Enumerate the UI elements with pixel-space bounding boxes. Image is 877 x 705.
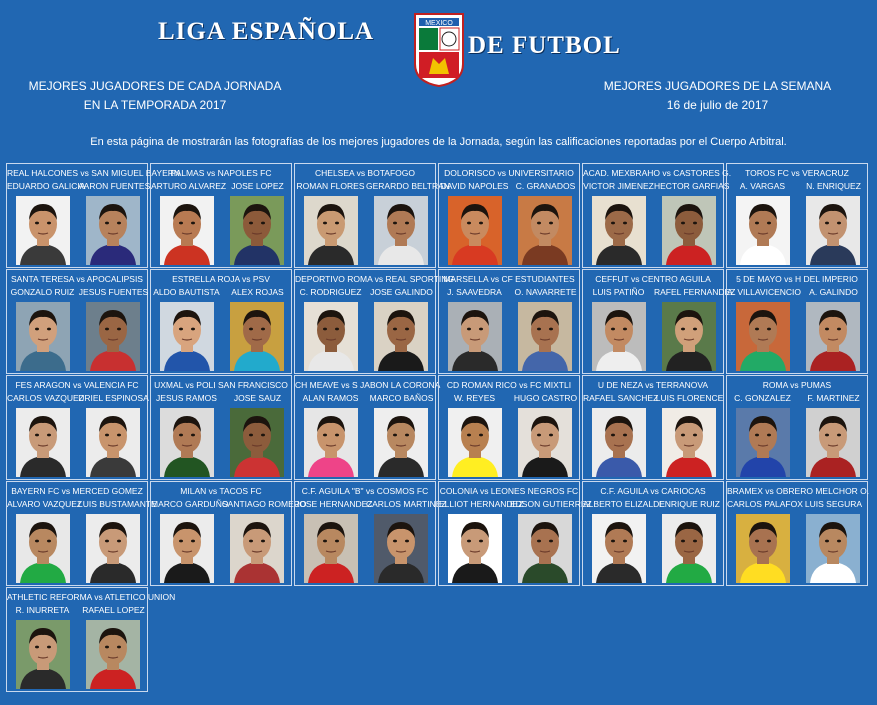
player-name-left: W. REYES: [453, 393, 496, 403]
player-photo-right: [662, 408, 716, 477]
match-title: UXMAL vs POLI SAN FRANCISCO: [154, 380, 288, 390]
match-cell: [6, 269, 148, 374]
match-cell: [726, 163, 868, 268]
player-name-right: F. MARTINEZ: [807, 393, 860, 403]
player-photo-right: [374, 196, 428, 265]
player-photo-left: [592, 408, 646, 477]
player-name-right: O. NAVARRETE: [514, 287, 577, 297]
match-title: DOLORISCO vs UNIVERSITARIO: [444, 168, 574, 178]
crest-text: MEXICO: [425, 20, 453, 27]
player-name-left: R. INURRETA: [15, 605, 70, 615]
player-photo-left: [160, 514, 214, 583]
match-cell: [582, 269, 736, 374]
subtitle-jornada-line1: MEJORES JUGADORES DE CADA JORNADA: [28, 79, 282, 93]
match-cell: [294, 269, 455, 374]
match-title: 5 DE MAYO vs H DEL IMPERIO: [736, 274, 858, 284]
player-photo-right: [518, 302, 572, 371]
player-photo-right: [806, 408, 860, 477]
player-name-left: JOSE HERNANDEZ: [295, 499, 373, 509]
player-photo-left: [736, 408, 790, 477]
match-cell: [582, 375, 724, 480]
match-cell: [294, 481, 447, 586]
player-name-left: DAVID NAPOLES: [440, 181, 509, 191]
match-title: CH MEAVE vs S JABON LA CORONA: [295, 380, 441, 390]
match-cell: [150, 375, 292, 480]
player-name-left: CARLOS VAZQUEZ: [7, 393, 84, 403]
player-photo-right: [374, 408, 428, 477]
player-name-left: ALAN RAMOS: [302, 393, 359, 403]
player-photo-left: [592, 196, 646, 265]
match-title: REAL HALCONES vs SAN MIGUEL BAYERN: [7, 168, 181, 178]
match-title: TOROS FC vs VERACRUZ: [745, 168, 849, 178]
match-title: U DE NEZA vs TERRANOVA: [597, 380, 709, 390]
player-name-right: C. GRANADOS: [515, 181, 576, 191]
title-de-futbol: DE FUTBOL: [468, 32, 621, 59]
player-photo-right: [662, 302, 716, 371]
match-title: CHELSEA vs BOTAFOGO: [315, 168, 415, 178]
player-name-right: A. GALINDO: [809, 287, 858, 297]
player-photo-left: [304, 302, 358, 371]
match-title: C.F. AGUILA "B" vs COSMOS FC: [301, 486, 429, 496]
player-name-right: HECTOR GARFIAS: [654, 181, 730, 191]
subtitle-semana: [585, 77, 850, 115]
match-cell: [6, 375, 148, 480]
match-cell: [6, 163, 181, 268]
player-name-left: ALDO BAUTISTA: [153, 287, 220, 297]
match-title: BRAMEX vs OBRERO MELCHOR O.: [727, 486, 870, 496]
player-name-left: J. SAAVEDRA: [447, 287, 502, 297]
match-cell: [726, 481, 868, 586]
subtitle-jornada-line2: EN LA TEMPORADA 2017: [83, 98, 227, 112]
player-photo-left: [448, 302, 502, 371]
match-title: SANTA TERESA vs APOCALIPSIS: [11, 274, 143, 284]
match-cell: [438, 269, 580, 374]
player-name-right: HUGO CASTRO: [513, 393, 578, 403]
player-photo-left: [736, 302, 790, 371]
player-photo-left: [736, 196, 790, 265]
player-name-right: JOSE GALINDO: [370, 287, 433, 297]
match-title: ATHLETIC REFORMA vs ATLETICO UNION: [7, 592, 176, 602]
player-photo-right: [374, 514, 428, 583]
player-photo-left: [448, 514, 502, 583]
player-photo-right: [518, 196, 572, 265]
player-name-left: C. GONZALEZ: [734, 393, 791, 403]
match-title: FES ARAGON vs VALENCIA FC: [15, 380, 139, 390]
player-photo-right: [662, 514, 716, 583]
match-title: ROMA vs PUMAS: [762, 380, 832, 390]
player-photo-left: [16, 302, 70, 371]
player-name-left: ARTURO ALVAREZ: [151, 181, 227, 191]
match-cell: [582, 163, 732, 268]
match-title: ACAD. MEXBRAHO vs CASTORES G.: [583, 168, 732, 178]
player-name-right: LUIS FLORENCE: [655, 393, 724, 403]
match-cell: [582, 481, 724, 586]
player-photo-right: [806, 302, 860, 371]
player-photo-left: [448, 196, 502, 265]
match-cell: [6, 481, 157, 586]
player-photo-right: [86, 302, 140, 371]
player-name-left: CARLOS PALAFOX: [727, 499, 803, 509]
match-title: CD ROMAN RICO vs FC MIXTLI: [446, 380, 572, 390]
intro-text: En esta página de mostrarán las fotografías de los mejores jugadores de la Jornada, según las calificaciones reportadas por el Cuerpo Arbitral.: [90, 136, 787, 148]
player-photo-left: [16, 196, 70, 265]
match-title: MILAN vs TACOS FC: [180, 486, 262, 496]
player-name-left: C. RODRIGUEZ: [299, 287, 362, 297]
match-title: C.F. AGUILA vs CARIOCAS: [600, 486, 706, 496]
player-name-right: JOSE LOPEZ: [231, 181, 284, 191]
player-photo-left: [160, 302, 214, 371]
player-name-left: ROMAN FLORES: [296, 181, 365, 191]
match-cell: [438, 481, 592, 586]
player-name-right: RAFAEL LOPEZ: [82, 605, 145, 615]
player-name-right: ALEX ROJAS: [231, 287, 284, 297]
player-name-left: LUIS PATIÑO: [592, 287, 645, 297]
player-name-left: ALBERTO ELIZALDE: [583, 499, 665, 509]
match-title: COLONIA vs LEONES NEGROS FC: [439, 486, 579, 496]
match-title: PALMAS vs NAPOLES FC: [170, 168, 272, 178]
player-photo-left: [16, 620, 70, 689]
player-photo-right: [230, 196, 284, 265]
player-name-right: EDSON GUTIERREZ: [510, 499, 592, 509]
match-cell: [294, 375, 441, 480]
player-photo-right: [230, 408, 284, 477]
match-title: MARSELLA vs CF ESTUDIANTES: [443, 274, 575, 284]
player-photo-right: [518, 514, 572, 583]
player-name-left: A. VARGAS: [739, 181, 786, 191]
player-name-right: URIEL ESPINOSA: [78, 393, 149, 403]
player-photo-left: [448, 408, 502, 477]
player-photo-left: [592, 302, 646, 371]
player-name-left: ALVARO VAZQUEZ: [7, 499, 83, 509]
player-photo-right: [806, 514, 860, 583]
match-cell: [294, 163, 450, 268]
match-cell: [726, 375, 868, 480]
player-name-right: LUIS BUSTAMANTE: [78, 499, 157, 509]
player-name-left: VICTOR JIMENEZ: [583, 181, 654, 191]
player-name-right: LUIS SEGURA: [804, 499, 863, 509]
match-cell: [438, 375, 580, 480]
match-cell: [726, 269, 868, 374]
player-photo-left: [736, 514, 790, 583]
player-name-right: SANTIAGO ROMERO: [222, 499, 307, 509]
player-name-left: JESUS RAMOS: [156, 393, 217, 403]
player-photo-right: [806, 196, 860, 265]
subtitle-jornada: [20, 77, 290, 115]
player-photo-left: [160, 196, 214, 265]
subtitle-semana-date: 16 de julio de 2017: [666, 98, 769, 112]
player-name-left: MARCO GARDUÑO: [151, 499, 229, 509]
match-cell: [6, 587, 176, 692]
match-cell: [438, 163, 580, 268]
player-photo-right: [374, 302, 428, 371]
player-photo-right: [230, 514, 284, 583]
player-photo-right: [86, 196, 140, 265]
player-photo-right: [86, 408, 140, 477]
match-title: BAYERN FC vs MERCED GOMEZ: [11, 486, 143, 496]
player-name-left: ELLIOT HERNANDEZ: [439, 499, 524, 509]
player-photo-right: [230, 302, 284, 371]
subtitle-semana-line1: MEJORES JUGADORES DE LA SEMANA: [603, 79, 832, 93]
player-name-right: AARON FUENTES: [78, 181, 151, 191]
player-name-right: JESUS FUENTES: [78, 287, 149, 297]
player-name-right: ENRIQUE RUIZ: [659, 499, 720, 509]
match-title: CEFFUT vs CENTRO AGUILA: [595, 274, 711, 284]
player-name-right: N. ENRIQUEZ: [806, 181, 861, 191]
player-photo-left: [160, 408, 214, 477]
player-name-right: JOSE SAUZ: [233, 393, 282, 403]
liga-crest-icon: [413, 12, 465, 88]
player-photo-left: [304, 514, 358, 583]
player-name-left: A. VILLAVICENCIO: [727, 287, 802, 297]
player-photo-right: [518, 408, 572, 477]
player-photo-left: [304, 408, 358, 477]
player-name-left: RAFAEL SANCHEZ: [583, 393, 659, 403]
player-name-left: EDUARDO GALICIA: [7, 181, 86, 191]
title-liga-espanola: LIGA ESPAÑOLA: [158, 18, 375, 45]
player-photo-right: [662, 196, 716, 265]
match-cell: [150, 481, 307, 586]
player-photo-left: [592, 514, 646, 583]
player-name-right: GERARDO BELTRAN: [366, 181, 450, 191]
player-name-left: GONZALO RUIZ: [10, 287, 75, 297]
player-name-right: CARLOS MARTINEZ: [366, 499, 447, 509]
match-cell: [150, 269, 292, 374]
player-photo-right: [86, 514, 140, 583]
player-name-right: RAFEL FERNANDEZ: [654, 287, 736, 297]
match-title: ESTRELLA ROJA vs PSV: [172, 274, 270, 284]
player-photo-right: [86, 620, 140, 689]
player-photo-left: [16, 514, 70, 583]
player-photo-left: [304, 196, 358, 265]
match-cell: [150, 163, 292, 268]
player-photo-left: [16, 408, 70, 477]
player-name-right: MARCO BAÑOS: [369, 393, 434, 403]
match-title: DEPORTIVO ROMA vs REAL SPORTING: [295, 274, 455, 284]
